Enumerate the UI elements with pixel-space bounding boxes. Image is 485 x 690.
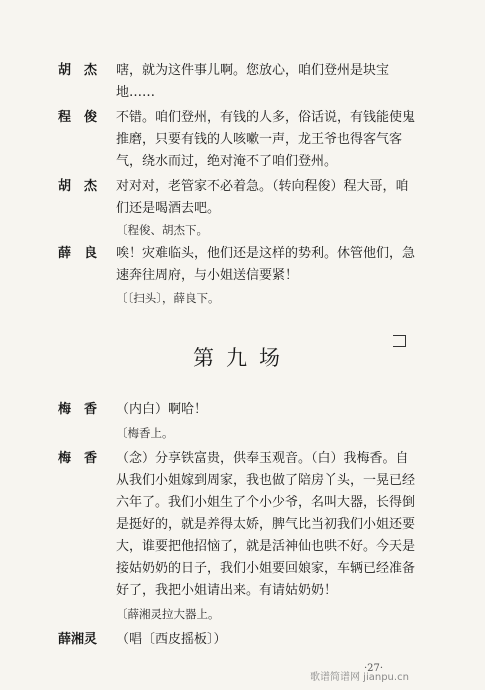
dialogue-line: 好了，我把小姐请出来。有请姑奶奶！ [116, 583, 338, 598]
dialogue-line: （念）分享铁富贵，供奉玉观音。（白）我梅香。自 [116, 451, 409, 466]
dialogue-line: 大，谁要把他招恼了，就是活神仙也哄不好。今天是 [116, 539, 416, 554]
speaker-label: 程 俊 [58, 110, 98, 125]
dialogue-line: 气，绕水而过，绝对淹不了咱们登州。 [116, 154, 338, 169]
watermark: 歌谱简谱网 jianpu.cn [310, 672, 409, 683]
stage-direction: 〔梅香上。 [116, 426, 174, 440]
dialogue-line: （内白）啊哈！ [116, 402, 208, 417]
speaker-label: 薛湘灵 [58, 632, 98, 647]
dialogue-line: 地…… [116, 85, 156, 100]
speaker-label: 胡 杰 [58, 63, 98, 78]
speaker-label: 薛 良 [58, 246, 98, 261]
scene-title: 第九场 [193, 346, 292, 370]
stage-direction: 〔薛湘灵拉大器上。 [116, 607, 220, 621]
dialogue-line: 们还是喝酒去吧。 [116, 201, 221, 216]
dialogue-line: 是挺好的，就是养得太娇，脾气比当初我们小姐还要 [116, 517, 416, 532]
dialogue-line: 速奔往周府，与小姐送信要紧！ [116, 268, 299, 283]
dialogue-line: 对对对，老管家不必着急。（转向程俊）程大哥，咱 [116, 179, 409, 194]
dialogue-line: （唱〔西皮摇板〕） [116, 632, 227, 647]
stage-direction: 〔〔扫头〕，薛良下。 [116, 291, 220, 305]
stage-direction: 〔程俊、胡杰下。 [116, 223, 208, 237]
speaker-label: 梅 香 [58, 451, 98, 466]
dialogue-line: 六年了。我们小姐生了个小少爷，名叫大器，长得倒 [116, 495, 416, 510]
page-number: ·27· [364, 663, 384, 674]
dialogue-line: 推磨，只要有钱的人咳嗽一声，龙王爷也得客气客 [116, 132, 403, 147]
dialogue-line: 唉！灾难临头，他们还是这样的势利。休管他们，急 [116, 246, 416, 261]
speaker-label: 胡 杰 [58, 179, 98, 194]
dialogue-line: 嗐，就为这件事儿啊。您放心，咱们登州是块宝 [116, 63, 390, 78]
speaker-label: 梅 香 [58, 402, 98, 417]
dialogue-line: 不错。咱们登州，有钱的人多，俗话说，有钱能使鬼 [116, 110, 416, 125]
dialogue-line: 从我们小姐嫁到周家，我也做了陪房丫头，一晃已经 [116, 473, 416, 488]
dialogue-line: 接姑奶奶的日子，我们小姐要回娘家，车辆已经准备 [116, 561, 416, 576]
